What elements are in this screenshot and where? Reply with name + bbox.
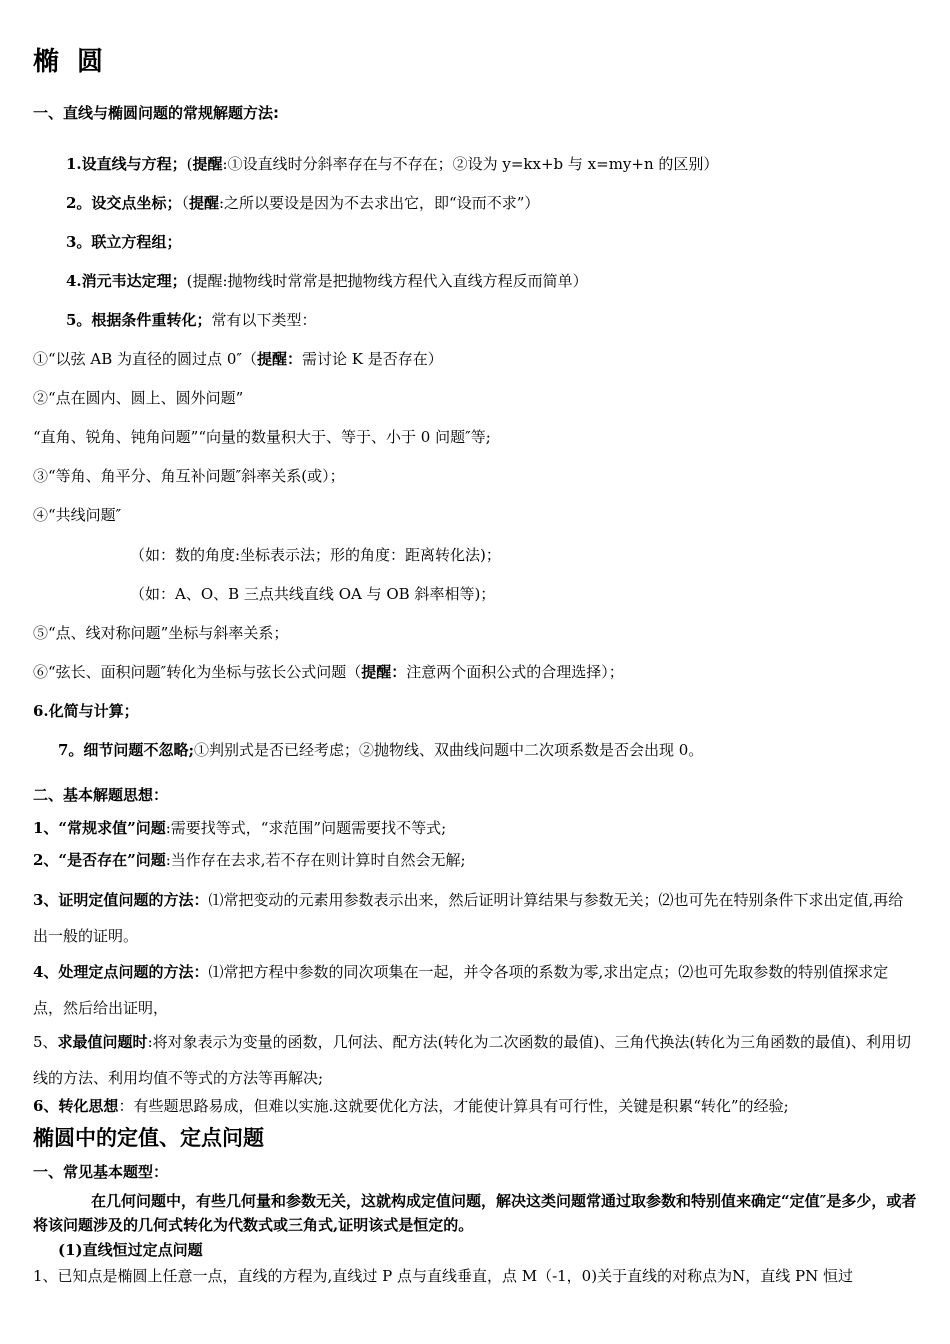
text-run: (提醒:抛物线时常常是把抛物线方程代入直线方程反而简单）: [186, 272, 588, 290]
type-3: ③“等角、角平分、角互补问题″斜率关系(或）；: [33, 467, 345, 485]
section-title: 椭圆中的定值、定点问题: [33, 1126, 264, 1150]
idea-2: [33, 850, 918, 870]
idea-6: [33, 1096, 918, 1116]
idea-label: 2、“是否存在”问题: [33, 851, 166, 869]
type-5: ⑤“点、线对称问题”坐标与斜率关系；: [33, 624, 289, 642]
text-run: 需讨论 K 是否存在）: [302, 350, 443, 368]
idea-3: [33, 882, 918, 954]
step-label: 4.消元韦达定理；: [66, 272, 187, 290]
idea-label: 6、转化思想: [33, 1097, 119, 1115]
type-4a: （如：数的角度:坐标表示法；形的角度：距离转化法)；: [130, 546, 501, 564]
text-run: 常有以下类型：: [211, 311, 317, 329]
intro-paragraph: 在几何问题中，有些几何量和参数无关，这就构成定值问题，解决这类问题常通过取参数和特别值来确定“定值″是多少，或者将该问题涉及的几何式转化为代数式或三角式,证明该式是恒定的。: [33, 1192, 917, 1234]
step-6: [33, 701, 918, 721]
idea-label: 求最值问题时: [57, 1033, 148, 1051]
text-run: :需要找等式，“求范围”问题需要找不等式;: [165, 819, 447, 837]
text-run: ：有些题思路易成，但难以实施.这就要优化方法，才能使计算具有可行性，关键是积累“转化”的经验;: [118, 1097, 789, 1115]
text-run: ①判别式是否已经考虑；②抛物线、双曲线问题中二次项系数是否会出现 0。: [193, 741, 704, 759]
idea-label: 4、处理定点问题的方法：: [33, 963, 209, 981]
step-label: 6.化简与计算；: [33, 702, 139, 720]
tip-label: 提醒: [188, 194, 219, 212]
text-run: (: [186, 155, 193, 173]
section-heading: 一、直线与椭圆问题的常规解题方法:: [33, 104, 280, 122]
idea-4: [33, 954, 918, 1026]
text-run: ⑴常把方程中参数的同次项集在一起，并令各项的系数为零,求出定点；⑵也可先取参数的特别值探求定点，然后给出证明，: [33, 963, 889, 1017]
step-label: 3。联立方程组；: [66, 233, 182, 251]
type-4b: （如：A、O、B 三点共线直线 OA 与 OB 斜率相等)；: [130, 585, 496, 603]
section-heading: 二、基本解题思想：: [33, 786, 169, 804]
text-run: :将对象表示为变量的函数，几何法、配方法(转化为二次函数的最值)、三角代换法(转化为三角函数的最值)、利用切线的方法、利用均值不等式的方法等再解决;: [33, 1033, 912, 1087]
idea-1: [33, 818, 918, 838]
type-6: [33, 662, 918, 682]
step-1: [66, 154, 918, 174]
step-3: [66, 232, 918, 252]
text-run: ①“以弦 AB 为直径的圆过点 0″（: [33, 350, 257, 368]
type-2b: “直角、锐角、钝角问题”“向量的数量积大于、等于、小于 0 问题″等;: [33, 428, 491, 446]
section-heading: 一、常见基本题型：: [33, 1163, 169, 1181]
step-4: [66, 271, 918, 291]
step-7: [58, 740, 918, 760]
type-1: [33, 349, 918, 369]
text-run: :①设直线时分斜率存在与不存在；②设为 y=kx+b 与 x=my+n 的区别）: [222, 155, 719, 173]
page-title: 椭圆: [33, 47, 122, 77]
idea-5: [33, 1024, 918, 1096]
question-1: 1、已知点是椭圆上任意一点，直线的方程为,直线过 P 点与直线垂直，点 M（-1，0)关于直线的对称点为N，直线 PN 恒过: [33, 1267, 853, 1285]
subtopic-heading: (1)直线恒过定点问题: [58, 1241, 203, 1259]
text-run: 5、: [33, 1033, 58, 1051]
idea-label: 1、“常规求值”问题: [33, 819, 166, 837]
tip-label: 提醒: [192, 155, 223, 173]
tip-label: 提醒：: [361, 663, 407, 681]
text-run: 注意两个面积公式的合理选择）；: [406, 663, 624, 681]
step-label: 5。根据条件重转化；: [66, 311, 212, 329]
type-4: ④“共线问题″: [33, 506, 122, 524]
tip-label: 提醒：: [256, 350, 302, 368]
text-run: （: [181, 194, 189, 212]
step-label: 7。细节问题不忽略;: [58, 741, 194, 759]
step-2: [66, 193, 918, 213]
text-run: :之所以要设是因为不去求出它，即“设而不求”）: [218, 194, 540, 212]
step-label: 1.设直线与方程；: [66, 155, 187, 173]
step-5: [66, 310, 918, 330]
type-2: ②“点在圆内、圆上、圆外问题”: [33, 389, 244, 407]
text-run: ⑥“弦长、面积问题″转化为坐标与弦长公式问题（: [33, 663, 362, 681]
text-run: ⑴常把变动的元素用参数表示出来，然后证明计算结果与参数无关；⑵也可先在特别条件下求出定值,再给出一般的证明。: [33, 891, 904, 945]
step-label: 2。设交点坐标；: [66, 194, 182, 212]
text-run: :当作存在去求,若不存在则计算时自然会无解;: [165, 851, 466, 869]
idea-label: 3、证明定值问题的方法：: [33, 891, 209, 909]
